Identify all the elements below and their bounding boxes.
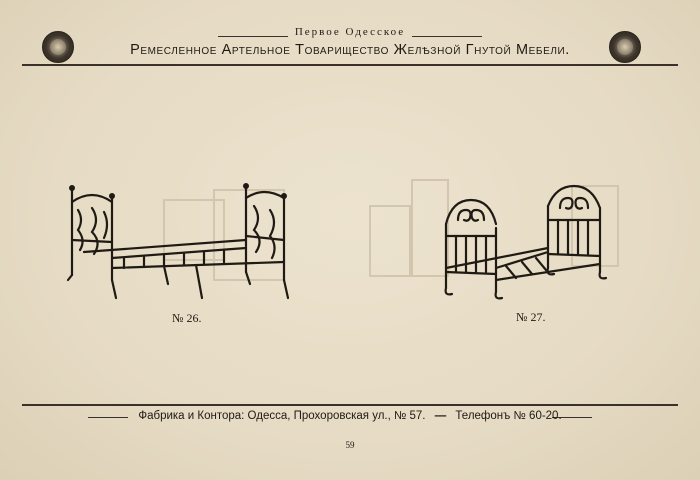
- footer-divider: [22, 404, 678, 406]
- page-number: 59: [345, 440, 355, 450]
- footer-phone: Телефонъ № 60-20.: [455, 410, 562, 422]
- bed-27-caption: № 27.: [516, 310, 546, 324]
- bed-27-illustration: [366, 176, 624, 306]
- header-subtitle: Первое Одесское: [294, 26, 406, 38]
- footer-dash: —: [434, 410, 447, 422]
- bed-26-caption: № 26.: [172, 311, 202, 325]
- footer-line: [0, 410, 700, 422]
- footer-address: Фабрика и Контора: Одесса, Прохоровская ул., № 57.: [138, 410, 426, 422]
- bed-26-illustration: [64, 180, 294, 310]
- header-divider: [22, 64, 678, 66]
- page-title: Ремесленное Артельное Товарищество Желѣзной Гнутой Мебели.: [130, 42, 570, 58]
